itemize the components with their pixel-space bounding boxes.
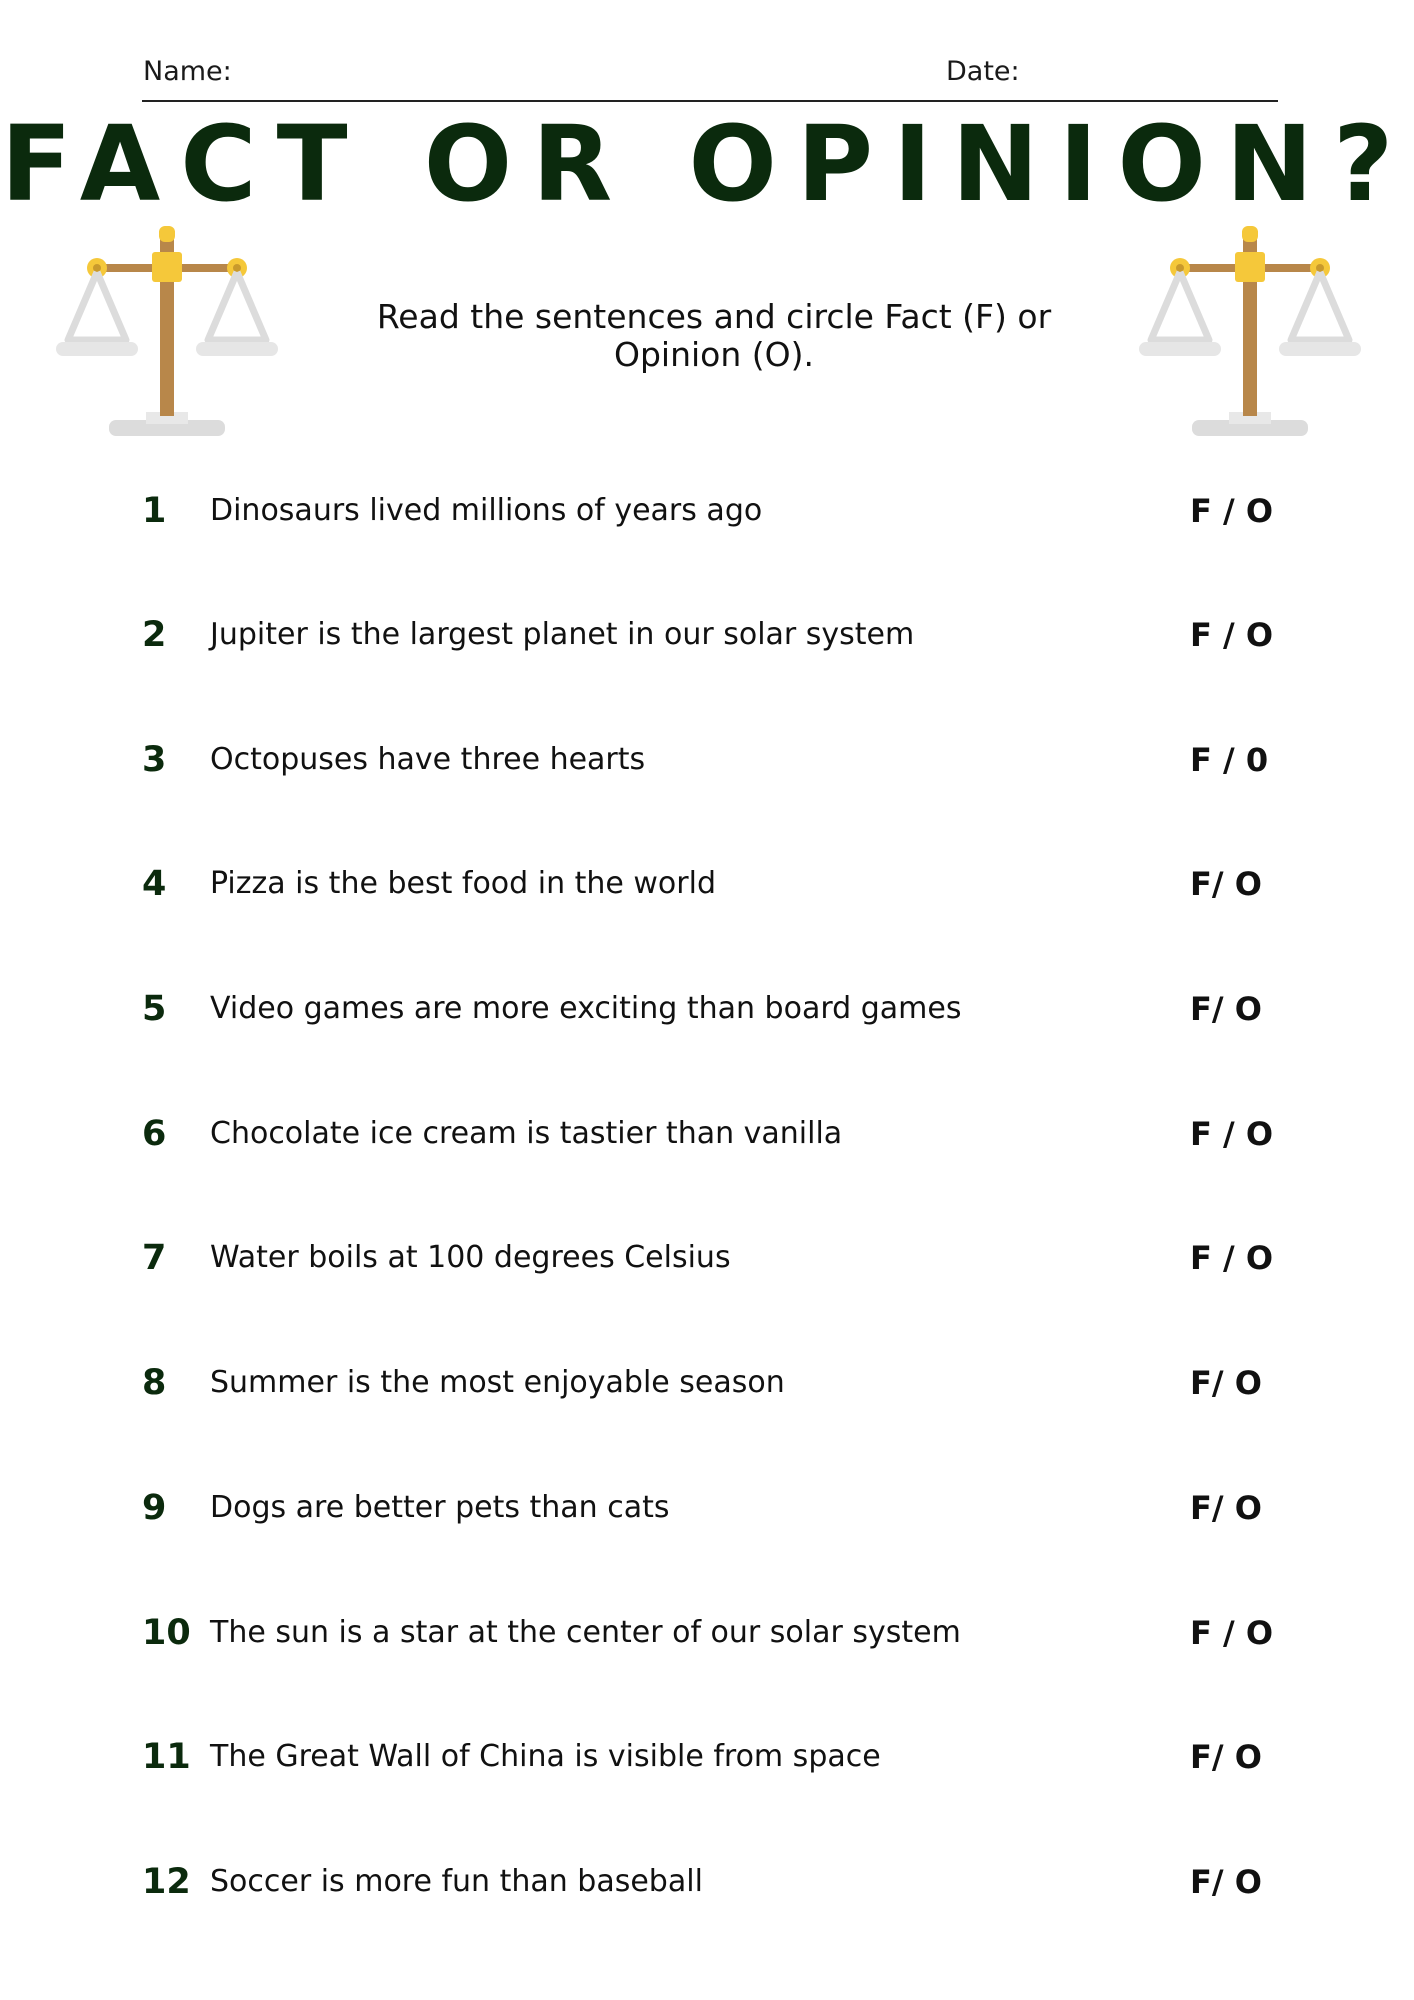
question-number: 2 bbox=[142, 615, 167, 655]
question-row bbox=[0, 1488, 1414, 1548]
fact-opinion-choice[interactable]: F/ O bbox=[1190, 990, 1262, 1028]
balance-scale-icon bbox=[1137, 222, 1367, 452]
question-row bbox=[0, 1862, 1414, 1922]
question-number: 11 bbox=[142, 1737, 191, 1777]
question-number: 8 bbox=[142, 1363, 167, 1403]
fact-opinion-choice[interactable]: F / O bbox=[1190, 616, 1274, 654]
worksheet-title: FACT OR OPINION? bbox=[0, 103, 1414, 225]
question-number: 5 bbox=[142, 989, 167, 1029]
question-row bbox=[0, 491, 1414, 551]
question-text: Soccer is more fun than baseball bbox=[210, 1864, 703, 1899]
fact-opinion-choice[interactable]: F / O bbox=[1190, 492, 1274, 530]
question-text: Pizza is the best food in the world bbox=[210, 866, 716, 901]
question-number: 10 bbox=[142, 1613, 191, 1653]
question-row bbox=[0, 1363, 1414, 1423]
question-text: Chocolate ice cream is tastier than vanilla bbox=[210, 1116, 843, 1151]
question-number: 6 bbox=[142, 1114, 167, 1154]
question-text: Octopuses have three hearts bbox=[210, 742, 646, 777]
question-number: 9 bbox=[142, 1488, 167, 1528]
fact-opinion-choice[interactable]: F/ O bbox=[1190, 1738, 1262, 1776]
question-text: The Great Wall of China is visible from space bbox=[210, 1739, 881, 1774]
fact-opinion-choice[interactable]: F / O bbox=[1190, 1239, 1274, 1277]
question-row bbox=[0, 1737, 1414, 1797]
question-row bbox=[0, 1613, 1414, 1673]
question-text: Jupiter is the largest planet in our solar system bbox=[210, 617, 915, 652]
question-text: Water boils at 100 degrees Celsius bbox=[210, 1240, 731, 1275]
question-row bbox=[0, 615, 1414, 675]
question-text: Summer is the most enjoyable season bbox=[210, 1365, 785, 1400]
fact-opinion-choice[interactable]: F / 0 bbox=[1190, 741, 1269, 779]
question-text: Dogs are better pets than cats bbox=[210, 1490, 670, 1525]
question-number: 3 bbox=[142, 740, 167, 780]
date-label: Date: bbox=[946, 56, 1020, 87]
question-text: Dinosaurs lived millions of years ago bbox=[210, 493, 763, 528]
name-label: Name: bbox=[143, 56, 232, 87]
fact-opinion-choice[interactable]: F/ O bbox=[1190, 865, 1262, 903]
question-row bbox=[0, 740, 1414, 800]
question-row bbox=[0, 1114, 1414, 1174]
question-row bbox=[0, 1238, 1414, 1298]
question-number: 12 bbox=[142, 1862, 191, 1902]
balance-scale-icon bbox=[54, 222, 284, 452]
fact-opinion-choice[interactable]: F/ O bbox=[1190, 1364, 1262, 1402]
question-text: The sun is a star at the center of our solar system bbox=[210, 1615, 961, 1650]
fact-opinion-choice[interactable]: F/ O bbox=[1190, 1489, 1262, 1527]
question-number: 7 bbox=[142, 1238, 167, 1278]
fact-opinion-choice[interactable]: F / O bbox=[1190, 1614, 1274, 1652]
question-number: 1 bbox=[142, 491, 167, 531]
question-text: Video games are more exciting than board games bbox=[210, 991, 962, 1026]
fact-opinion-choice[interactable]: F/ O bbox=[1190, 1863, 1262, 1901]
instructions-text: Read the sentences and circle Fact (F) or Opinion (O). bbox=[376, 297, 1052, 374]
question-row bbox=[0, 989, 1414, 1049]
fact-opinion-choice[interactable]: F / O bbox=[1190, 1115, 1274, 1153]
header-divider bbox=[142, 100, 1278, 102]
question-number: 4 bbox=[142, 864, 167, 904]
question-row bbox=[0, 864, 1414, 924]
